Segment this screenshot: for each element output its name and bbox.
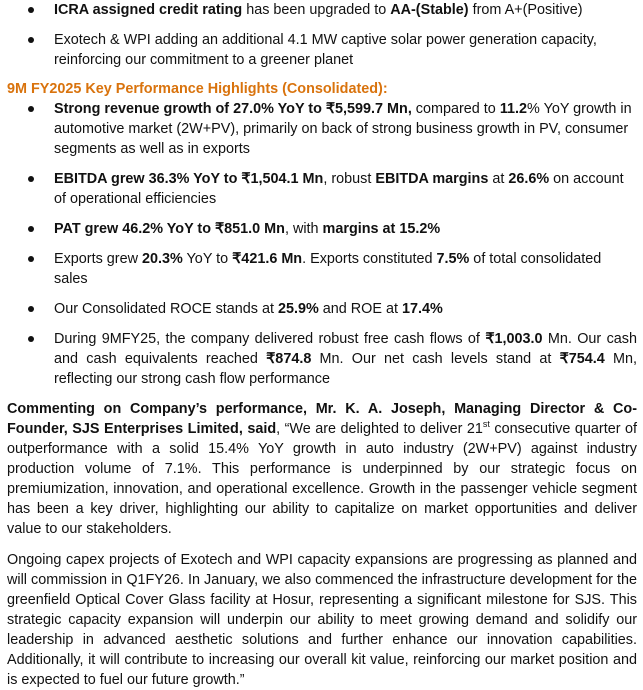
text-cash-label: Mn. Our cash and cash equivalents reached xyxy=(54,331,637,367)
text-at: at xyxy=(488,171,509,187)
highlights-list xyxy=(7,99,637,389)
comment-lead: Commenting on Company’s performance, Mr. K. A. Joseph, Managing Director & Co-Founder, SJS Enterprises Limited, said xyxy=(7,401,637,437)
text-with: , with xyxy=(284,221,323,237)
capex-paragraph: Ongoing capex projects of Exotech and WPI capacity expansions are progressing as planned and will commission in Q1FY26. In January, we also commenced the infrastructure development for the greenfield Optical Cover Glass facility at Hosur, representing a significant milestone for SJS. This strategic capacity expansion will underpin our ability to meet growing demand and solidify our leadership in advanced aesthetic solutions and further enhance our innovation capabilities. Additionally, it will contribute to increasing our overall kit value, reinforcing our market position and is expected to fuel our future growth.” xyxy=(7,552,637,688)
text-cash-detail: Mn, reflecting our strong cash flow performance xyxy=(54,351,637,387)
text-roe-label: and ROE at xyxy=(318,301,402,317)
highlight-ebitda xyxy=(7,169,637,209)
comment-superscript: st xyxy=(482,419,490,430)
text-roce-label: Our Consolidated ROCE stands at xyxy=(54,301,278,317)
highlight-cash xyxy=(7,329,637,389)
text-yoy-to: YoY to xyxy=(182,251,233,267)
text-fcf-value: ₹1,003.0 xyxy=(485,331,543,347)
text-exports-share: 7.5% xyxy=(436,251,470,267)
text-robust: , robust xyxy=(323,171,376,187)
text-exports-detail: of total consolidated sales xyxy=(54,251,602,287)
text-market-growth: 11.2 xyxy=(499,101,528,117)
text-net-cash-label: Mn. Our net cash levels stand at xyxy=(311,351,560,367)
text-old-rating: from A+(Positive) xyxy=(468,2,583,18)
text-new-rating: AA-(Stable) xyxy=(390,2,469,18)
text-fcf-label: During 9MFY25, the company delivered robust free cash flows of xyxy=(54,331,486,347)
bullet-dot-icon xyxy=(28,306,34,312)
bullet-dot-icon xyxy=(28,37,34,43)
management-comment-paragraph xyxy=(7,399,637,539)
bullet-credit-rating xyxy=(7,0,637,20)
text-ebitda-margins: EBITDA margins xyxy=(375,171,489,187)
bullet-dot-icon xyxy=(28,256,34,262)
highlight-pat xyxy=(7,219,637,239)
top-bullet-list xyxy=(7,0,637,70)
text-revenue-detail: % YoY growth in automotive market (2W+PV), primarily on back of strong business growth in PV, consumer segments as well as in exports xyxy=(54,101,632,157)
text-roce-value: 25.9% xyxy=(277,301,319,317)
text-pat-growth: PAT grew 46.2% YoY to ₹851.0 Mn xyxy=(54,221,285,237)
bullet-solar xyxy=(7,30,637,70)
highlight-roce xyxy=(7,299,637,319)
text-exports-value: ₹421.6 Mn xyxy=(232,251,303,267)
text-cash-value: ₹874.8 xyxy=(266,351,312,367)
text-exports-grew: Exports grew xyxy=(54,251,142,267)
text-credit-rating: credit rating xyxy=(159,2,243,18)
text-margin-value: 26.6% xyxy=(508,171,550,187)
comment-part2: consecutive quarter of outperformance with a solid 15.4% YoY growth in auto industry (2W+PV) against industry production volume of 7.1%. This performance is underpinned by our strategic focus on premiumization, innovation, and operational excellence. Growth in the passenger vehicle segment has been a key driver, highlighting our ability to capitalize on market opportunities and deliver value to our stakeholders. xyxy=(7,421,637,537)
bullet-dot-icon xyxy=(28,176,34,182)
text-upgraded: has been upgraded to xyxy=(242,2,391,18)
bullet-dot-icon xyxy=(28,226,34,232)
highlight-revenue xyxy=(7,99,637,159)
text-exports-growth: 20.3% xyxy=(141,251,183,267)
comment-part1: , “We are delighted to deliver 21 xyxy=(276,421,483,437)
highlights-heading: 9M FY2025 Key Performance Highlights (Consolidated): xyxy=(7,81,388,97)
bullet-dot-icon xyxy=(28,106,34,112)
text-revenue-growth: Strong revenue growth of 27.0% YoY to ₹5,599.7 Mn, xyxy=(54,101,412,117)
text-roe-value: 17.4% xyxy=(401,301,443,317)
text-solar: Exotech & WPI adding an additional 4.1 MW captive solar power generation capacity, reinforcing our commitment to a greener planet xyxy=(54,32,597,68)
text-ebitda-growth: EBITDA grew 36.3% YoY to ₹1,504.1 Mn xyxy=(54,171,324,187)
text-exports-constituted: . Exports constituted xyxy=(302,251,437,267)
text-icra: ICRA assigned xyxy=(54,2,160,18)
highlight-exports xyxy=(7,249,637,289)
text-pat-margins: margins at 15.2% xyxy=(322,221,441,237)
bullet-dot-icon xyxy=(28,336,34,342)
text-net-cash-value: ₹754.4 xyxy=(559,351,605,367)
bullet-dot-icon xyxy=(28,7,34,13)
text-ebitda-detail: on account of operational efficiencies xyxy=(54,171,624,207)
text-compared: compared to xyxy=(411,101,500,117)
